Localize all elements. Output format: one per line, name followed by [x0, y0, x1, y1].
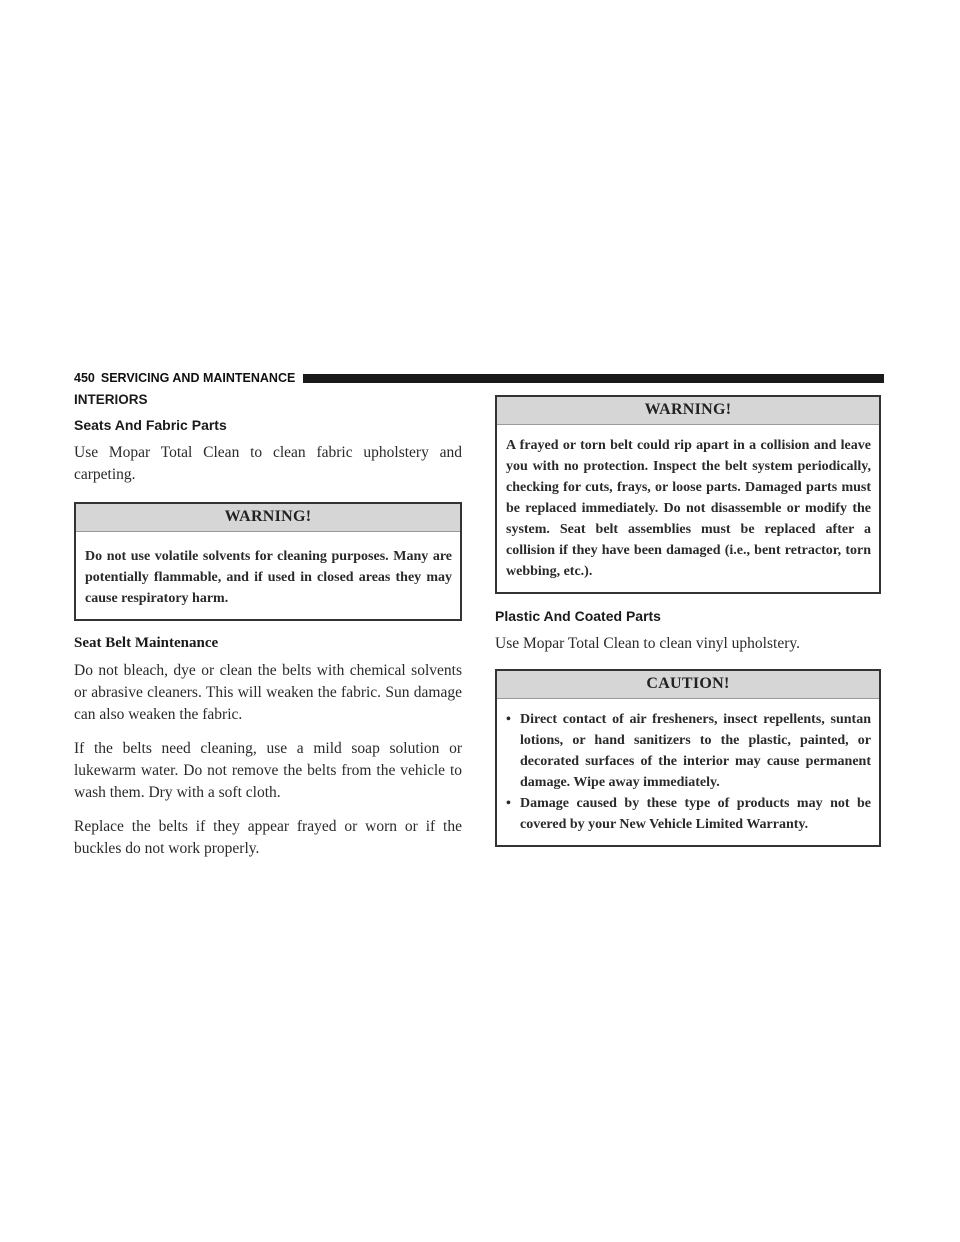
warning-box-solvents	[74, 502, 462, 621]
warning-title: WARNING!	[497, 397, 879, 425]
belt-heading: Seat Belt Maintenance	[74, 635, 219, 651]
caution-item-text: Damage caused by these type of products may not be covered by your New Vehicle Limited Warranty.	[520, 796, 871, 832]
right-column	[495, 395, 881, 861]
warning-text: A frayed or torn belt could rip apart in a collision and leave you with no protection. Inspect the belt system periodically, checking for cuts, frays, or loose parts. Damaged parts must be replaced immediately. Do not disassemble or modify the system. Seat belt assemblies must be replaced after a collision if they have been damaged (i.e., bent retractor, torn webbing, etc.).	[506, 438, 871, 579]
warning-title: WARNING!	[76, 504, 460, 532]
belt-paragraph-1: Do not bleach, dye or clean the belts with chemical solvents or abrasive cleaners. This will weaken the fabric. Sun damage can also weaken the fabric.	[74, 662, 462, 723]
plastic-paragraph: Use Mopar Total Clean to clean vinyl upholstery.	[495, 635, 800, 652]
caution-list	[506, 709, 871, 835]
header-bar	[303, 374, 884, 383]
seats-paragraph: Use Mopar Total Clean to clean fabric upholstery and carpeting.	[74, 444, 462, 483]
list-item	[506, 793, 871, 835]
belt-paragraph-2: If the belts need cleaning, use a mild soap solution or lukewarm water. Do not remove the belts from the vehicle to wash them. Dry with a soft cloth.	[74, 740, 462, 801]
bullet-icon: •	[506, 712, 511, 727]
section-title: INTERIORS	[74, 392, 148, 407]
warning-text: Do not use volatile solvents for cleaning purposes. Many are potentially flammable, and if used in closed areas they may cause respiratory harm.	[85, 549, 452, 606]
plastic-heading: Plastic And Coated Parts	[495, 608, 661, 624]
seats-heading: Seats And Fabric Parts	[74, 417, 227, 433]
caution-body	[497, 699, 879, 845]
page-header	[74, 370, 884, 386]
caution-item-text: Direct contact of air fresheners, insect repellents, suntan lotions, or hand sanitizers to the plastic, painted, or decorated surfaces of the interior may cause permanent damage. Wipe away immediately.	[520, 712, 871, 790]
left-column	[74, 392, 462, 872]
caution-box	[495, 669, 881, 847]
page-number: 450	[74, 371, 95, 385]
belt-paragraph-3: Replace the belts if they appear frayed or worn or if the buckles do not work properly.	[74, 818, 462, 857]
chapter-title: SERVICING AND MAINTENANCE	[100, 371, 296, 385]
caution-title: CAUTION!	[497, 671, 879, 699]
warning-box-belt	[495, 395, 881, 594]
bullet-icon: •	[506, 796, 511, 811]
list-item	[506, 709, 871, 793]
